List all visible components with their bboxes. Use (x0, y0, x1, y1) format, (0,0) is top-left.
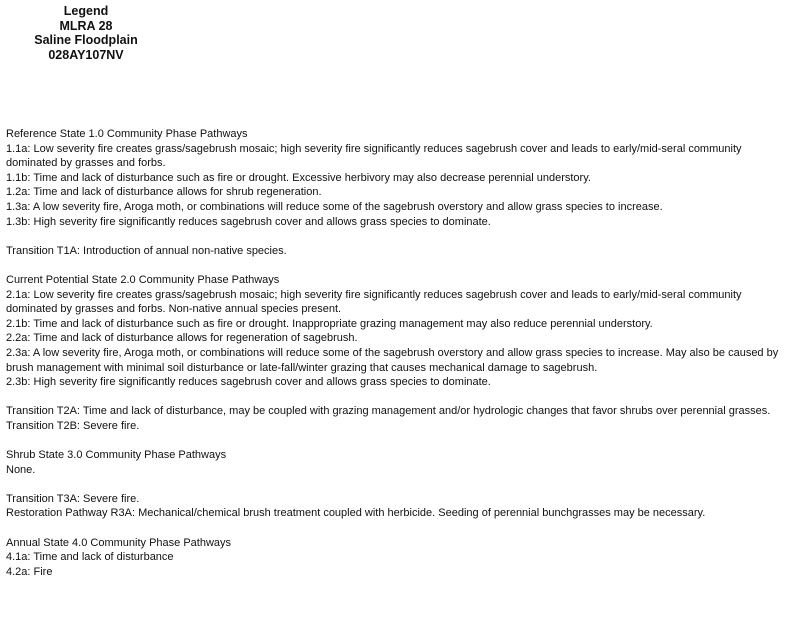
transition-text: Transition T2B: Severe fire. (6, 419, 140, 432)
annual-state-section (6, 536, 794, 580)
transition-text: Transition T2A: Time and lack of disturbance, may be coupled with grazing management and/or hydrologic changes that favor shrubs over perennial grasses. (6, 405, 771, 418)
ecological-site-name: Saline Floodplain (34, 33, 138, 47)
pathway-item: None. (6, 463, 36, 476)
shrub-state-section (6, 448, 794, 477)
pathway-item: 1.1b: Time and lack of disturbance such as fire or drought. Excessive herbivory may also decrease perennial understory. (6, 171, 591, 184)
legend-header (22, 4, 150, 62)
section-heading: Reference State 1.0 Community Phase Pathways (6, 128, 248, 140)
transitions-t2 (6, 404, 794, 433)
pathway-item: 4.2a: Fire (6, 565, 53, 578)
current-potential-state-section (6, 273, 794, 390)
transition-text: Transition T1A: Introduction of annual non-native species. (6, 244, 287, 257)
pathway-item: 4.1a: Time and lack of disturbance (6, 551, 174, 564)
pathway-item: 2.1a: Low severity fire creates grass/sagebrush mosaic; high severity fire significantly reduces sagebrush cover and leads to early/mid-seral community dominated by grasses and forbs. Non-native annual species present. (6, 288, 742, 316)
pathway-item: 2.3a: A low severity fire, Aroga moth, or combinations will reduce some of the sagebrush overstory and allow grass species to increase. May also be caused by brush management with minimal soil disturbance or late-fall/winter grazing that causes mechanical damage to sagebrush. (6, 346, 779, 374)
pathway-item: 2.1b: Time and lack of disturbance such as fire or drought. Inappropriate grazing management may also reduce perennial understory. (6, 317, 653, 330)
transition-t3a-restoration (6, 492, 794, 521)
restoration-text: Restoration Pathway R3A: Mechanical/chemical brush treatment coupled with herbicide. Seeding of perennial bunchgrasses may be necessary. (6, 507, 706, 520)
reference-state-section (6, 127, 794, 229)
pathway-item: 1.2a: Time and lack of disturbance allows for shrub regeneration. (6, 186, 322, 199)
pathway-item: 1.3a: A low severity fire, Aroga moth, or combinations will reduce some of the sagebrush overstory and allow grass species to increase. (6, 200, 663, 213)
legend-title: Legend (63, 4, 109, 18)
transition-t1a (6, 244, 794, 259)
transition-text: Transition T3A: Severe fire. (6, 492, 140, 505)
legend-body (6, 127, 794, 579)
pathway-item: 1.1a: Low severity fire creates grass/sagebrush mosaic; high severity fire significantly reduces sagebrush cover and leads to early/mid-seral community dominated by grasses and forbs. (6, 142, 742, 170)
section-heading: Current Potential State 2.0 Community Phase Pathways (6, 273, 280, 286)
section-heading: Shrub State 3.0 Community Phase Pathways (6, 449, 227, 462)
pathway-item: 2.3b: High severity fire significantly reduces sagebrush cover and allows grass species to dominate. (6, 376, 491, 389)
section-heading: Annual State 4.0 Community Phase Pathways (6, 536, 232, 549)
pathway-item: 2.2a: Time and lack of disturbance allows for regeneration of sagebrush. (6, 332, 358, 345)
ecological-site-id: 028AY107NV (48, 47, 124, 62)
mlra-label: MLRA 28 (59, 18, 113, 33)
pathway-item: 1.3b: High severity fire significantly reduces sagebrush cover and allows grass species to dominate. (6, 215, 491, 228)
